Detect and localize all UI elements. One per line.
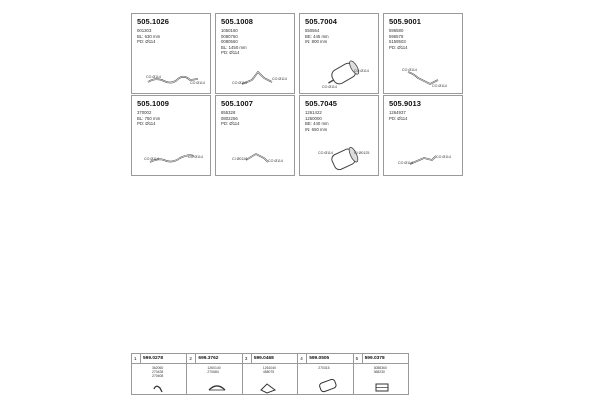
connector-label: CO Ø114: [190, 81, 205, 85]
item-number: 1: [134, 355, 137, 361]
item-number: 3: [244, 355, 248, 361]
connector-label: CO Ø114: [232, 81, 247, 85]
item-number: 4: [300, 355, 303, 361]
item-number: 2: [189, 355, 192, 361]
part-card[interactable]: [215, 95, 295, 176]
part-card[interactable]: [383, 13, 463, 94]
part-card[interactable]: [131, 95, 211, 176]
part-code: 599.0468: [253, 355, 274, 361]
part-card[interactable]: [299, 95, 379, 176]
part-code: 505.7004: [305, 17, 338, 26]
accessory-cell[interactable]: [298, 354, 353, 394]
clamp-icon: [132, 354, 187, 396]
pipe-drawing: [216, 96, 295, 176]
accessory-cell[interactable]: [243, 354, 298, 394]
mount-icon: [354, 354, 409, 396]
connector-label: CO Ø114: [144, 157, 159, 161]
part-code: 505.1007: [221, 99, 254, 108]
part-details: 270315: [318, 366, 330, 370]
part-code: 599.0378: [364, 355, 385, 361]
part-details: 1260140 270684: [207, 366, 221, 375]
part-details: 1050160 0080760 0080560 BL: 1450 mm PD: Ø114: [221, 28, 247, 56]
part-details: 855328 0802256 PD: Ø114: [221, 110, 240, 127]
hanger-icon: [187, 354, 242, 396]
pipe-drawing: [132, 96, 211, 176]
part-code: 505.1026: [137, 17, 170, 26]
gasket-icon: [243, 354, 298, 396]
part-details: 1264937 PD: Ø114: [389, 110, 408, 121]
connector-label: CO Ø114: [432, 84, 447, 88]
accessory-cell[interactable]: [354, 354, 408, 394]
part-details: 001303 BL: 630 mm PD: Ø114: [137, 28, 161, 45]
part-code: 505.1008: [221, 17, 254, 26]
connector-label: CO Ø114: [188, 155, 203, 159]
pipe-drawing: [384, 96, 463, 176]
part-card[interactable]: [299, 13, 379, 94]
connector-label: CO Ø114: [436, 155, 451, 159]
connector-label: CI Ø0126: [232, 157, 248, 161]
part-code: 505.1009: [137, 99, 170, 108]
connector-label: CO Ø114: [318, 151, 333, 155]
pipe-drawing: [384, 14, 463, 94]
part-details: 370002 BL: 750 mm PD: Ø114: [137, 110, 161, 127]
accessory-cell[interactable]: [132, 354, 187, 394]
muffler-drawing: [300, 14, 379, 94]
part-card[interactable]: [215, 13, 295, 94]
connector-label: CO Ø114: [146, 75, 161, 79]
part-code: 505.9013: [389, 99, 422, 108]
connector-label: CI Ø0125: [354, 151, 370, 155]
connector-label: CO Ø114: [398, 161, 413, 165]
part-code: 599.0505: [309, 355, 330, 361]
connector-label: CO Ø114: [354, 69, 369, 73]
connector-label: CO Ø114: [402, 68, 417, 72]
pipe-drawing: [132, 14, 211, 94]
connector-label: CO Ø114: [268, 159, 283, 163]
part-code: 505.7045: [305, 99, 338, 108]
connector-label: CO Ø114: [272, 77, 287, 81]
part-details: 3088360 368230: [373, 366, 387, 375]
part-code: 599.0278: [143, 355, 164, 361]
muffler-drawing: [300, 96, 379, 176]
sleeve-icon: [298, 354, 353, 396]
accessory-cell[interactable]: [187, 354, 242, 394]
accessories-strip: [131, 353, 409, 395]
part-details: 1261422 1250000 BE: 440 mm IN: 650 mm: [305, 110, 329, 132]
connector-label: CO Ø114: [322, 85, 337, 89]
part-details: 596580 596578 5159503 PD: Ø114: [389, 28, 408, 50]
part-code: 699.3762: [198, 355, 219, 361]
part-card[interactable]: [131, 13, 211, 94]
part-code: 505.9001: [389, 17, 422, 26]
part-details: 1261040 458075: [262, 366, 277, 375]
part-details: 550564 BE: 445 mm IN: 800 mm: [305, 28, 329, 45]
part-details: 362060 270428 270408: [152, 366, 164, 379]
item-number: 5: [355, 355, 359, 361]
pipe-drawing: [216, 14, 295, 94]
part-card[interactable]: [383, 95, 463, 176]
